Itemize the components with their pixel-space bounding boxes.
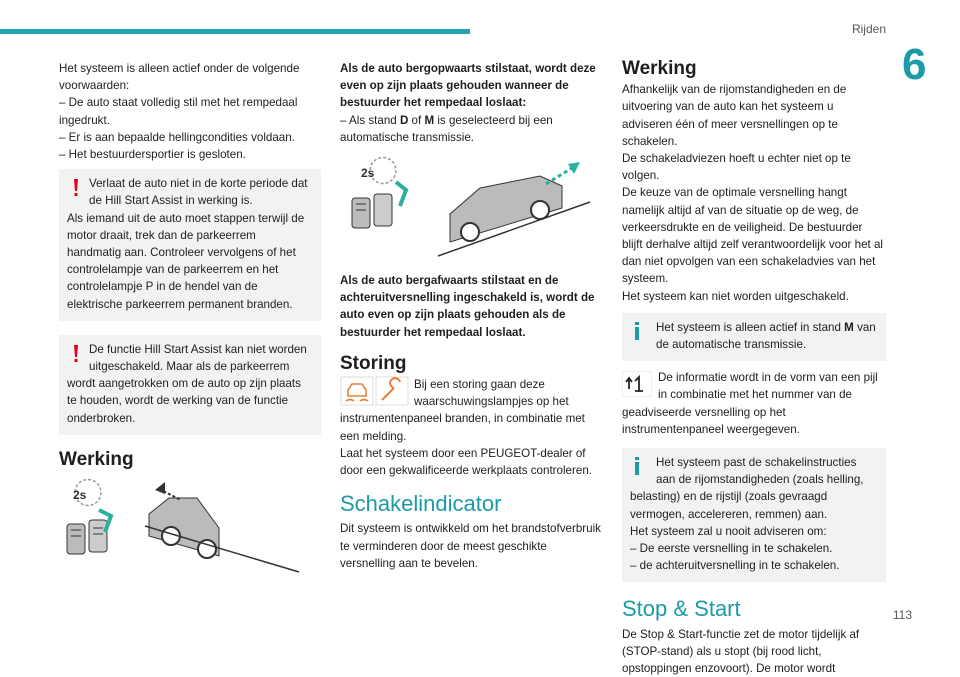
storing-heading: Storing (340, 352, 407, 374)
info-icon (630, 321, 644, 341)
car-slope-icon (438, 162, 590, 256)
condition-item: – Het bestuurdersportier is gesloten. (59, 148, 246, 162)
werking-text-3: De keuze van de optimale versnelling hangt namelijk altijd af van de situatie op de weg, de verkeersdrukte en de veiligheid. De bestuurder blijft derhalve altijd zelf verantwoordelijk voor het al dan niet opvolgen van een schakeladvies van het systeem. (622, 186, 883, 286)
info-never: Het systeem zal u nooit adviseren om: (630, 524, 827, 538)
uphill-illustration (59, 476, 321, 576)
pedal-icon (352, 182, 406, 228)
storing-block (340, 376, 602, 479)
storing-text-2: Laat het systeem door een PEUGEOT-dealer of door een gekwalificeerde werkplaats controleren. (340, 446, 592, 478)
alert-box-leave-car (59, 169, 321, 321)
top-accent-bar (0, 29, 470, 34)
werking-heading-2: Werking (622, 58, 697, 79)
pedal-icon (67, 510, 111, 554)
column-2 (340, 60, 602, 572)
stop-start-text: De Stop & Start-functie zet de motor tijdelijk af (STOP-stand) als u stopt (bij rood licht, opstoppingen enzovoort). De motor wordt (622, 627, 860, 676)
uphill-heading: Als de auto bergopwaarts stilstaat, wordt deze even op zijn plaats gehouden wanneer de bestuurder het rempedaal loslaat: (340, 62, 596, 110)
chapter-number: 6 (902, 40, 927, 89)
shift-indicator-block (622, 369, 886, 438)
downhill-heading: Als de auto bergafwaarts stilstaat en de achteruitversnelling ingeschakeld is, wordt de auto even op zijn plaats gehouden als de bestuurder het rempedaal loslaat. (340, 274, 595, 339)
car-slope-icon (145, 482, 299, 572)
werking-text-1: Afhankelijk van de rijomstandigheden en de uitvoering van de auto kan het systeem u adviseren één of meer versnellingen op te schakelen. (622, 83, 847, 148)
condition-item: – Er is aan bepaalde hellingcondities voldaan. (59, 130, 295, 144)
downhill-illustration (340, 152, 602, 262)
uphill-item: – Als stand D of M is geselecteerd bij een automatische transmissie. (340, 113, 553, 144)
column-1 (59, 60, 321, 576)
shift-text: De informatie wordt in de vorm van een pijl in combinatie met het nummer van de geadviseerde versnelling op het instrumentenpaneel weergegeven. (622, 371, 878, 436)
info-icon (630, 456, 644, 476)
info-lead: Het systeem past de schakelinstructies aan de rijomstandigheden (zoals helling, (656, 456, 864, 487)
section-title: Rijden (851, 22, 886, 36)
wrench-warning-icon (376, 377, 408, 405)
werking-text-4: Het systeem kan niet worden uitgeschakeld. (622, 289, 849, 303)
info-text: Het systeem is alleen actief in stand M van de automatische transmissie. (656, 320, 876, 352)
info-item: – De eerste versnelling in te schakelen. (630, 542, 833, 556)
alert-box-cannot-disable (59, 335, 321, 435)
werking-text-2: De schakeladviezen hoeft u echter niet op te volgen. (622, 152, 851, 183)
werking-heading: Werking (59, 448, 134, 470)
alert-text: Als iemand uit de auto moet stappen terwijl de motor draait, trek dan de parkeerrem handmatig aan. Controleer vervolgens of het controlelampje van de parkeerrem en het controlelampje P in de hendel van de elektrische parkeerrem permanent branden. (67, 211, 305, 311)
svg-text:2s: 2s (361, 166, 375, 181)
alert-lead: De functie Hill Start Assist kan niet worden uitgeschakeld. Maar als de parkeerrem (89, 342, 307, 374)
alert-text: wordt aangetrokken om de auto op zijn plaats te houden, wordt de werking van de functie onderbroken. (67, 377, 301, 425)
page-number: 113 (892, 608, 912, 622)
info-item: – de achteruitversnelling in te schakelen. (630, 559, 840, 573)
conditions-intro: Het systeem is alleen actief onder de volgende voorwaarden: (59, 62, 300, 93)
info-box-adjust (622, 448, 886, 582)
hill-start-2s-icon (73, 480, 101, 506)
traction-warning-icon (341, 377, 373, 405)
info-box-stand-m (622, 313, 886, 361)
column-3 (622, 60, 886, 677)
hill-start-2s-icon (361, 158, 396, 184)
shift-arrow-icon (622, 371, 652, 397)
schakel-text: Dit systeem is ontwikkeld om het brandstofverbruik te verminderen door de meest geschikte versnelling aan te bevelen. (340, 522, 601, 570)
info-text: belasting) en de rijstijl (zoals gevraagd vermogen, accelereren, remmen) aan. (630, 490, 828, 521)
svg-text:2s: 2s (73, 488, 87, 503)
condition-item: – De auto staat volledig stil met het rempedaal ingedrukt. (59, 96, 298, 127)
stop-start-heading: Stop & Start (622, 596, 741, 622)
schakelindicator-heading: Schakelindicator (340, 491, 502, 517)
exclamation-icon (69, 177, 83, 199)
exclamation-icon (69, 343, 83, 365)
alert-lead: Verlaat de auto niet in de korte periode dat de Hill Start Assist in werking is. (89, 177, 308, 208)
storing-text: Bij een storing gaan deze waarschuwingslampjes op het instrumentenpaneel branden, in combinatie met een melding. (340, 378, 585, 443)
